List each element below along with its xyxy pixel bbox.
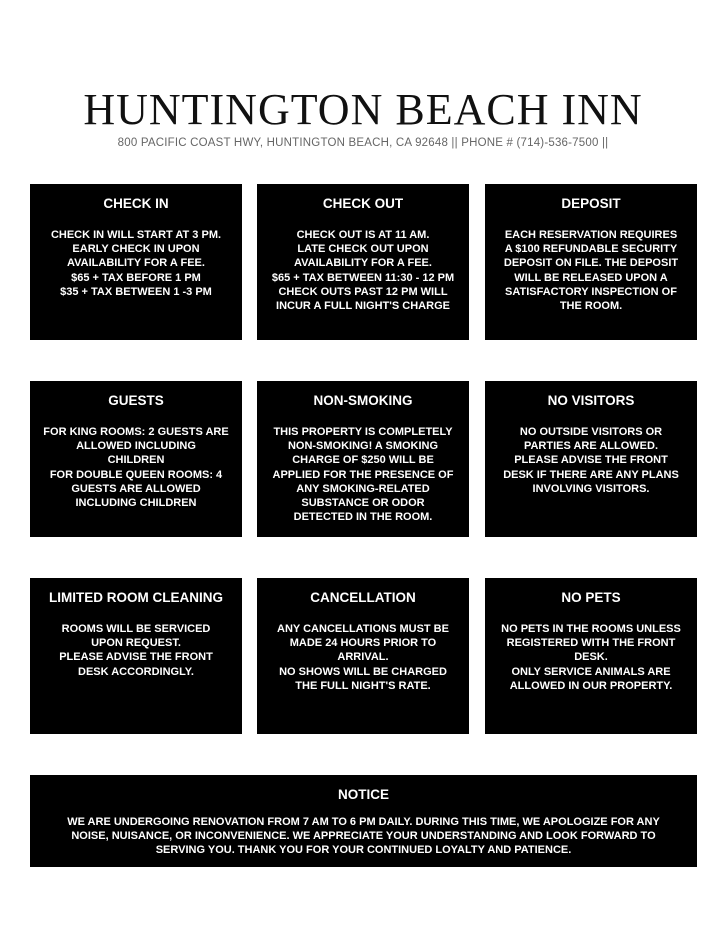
deposit-text: EACH RESERVATION REQUIRES A $100 REFUNDABLE SECURITY DEPOSIT ON FILE. THE DEPOSIT WILL BE RELEASED UPON A SATISFACTORY INSPECTION OF THE ROOM. (503, 229, 679, 313)
no-pets-heading: NO PETS (561, 590, 621, 605)
guests-card (30, 381, 242, 537)
check-in-text: CHECK IN WILL START AT 3 PM. EARLY CHECK IN UPON AVAILABILITY FOR A FEE. $65 + TAX BEFORE 1 PM $35 + TAX BETWEEN 1 -3 PM (50, 229, 222, 298)
guests-heading: GUESTS (108, 393, 164, 408)
limited-room-cleaning-card (30, 578, 242, 734)
no-pets-text: NO PETS IN THE ROOMS UNLESS REGISTERED WITH THE FRONT DESK. ONLY SERVICE ANIMALS ARE ALLOWED IN OUR PROPERTY. (501, 623, 681, 692)
no-visitors-text: NO OUTSIDE VISITORS OR PARTIES ARE ALLOWED. PLEASE ADVISE THE FRONT DESK IF THERE ARE ANY PLANS INVOLVING VISITORS. (503, 426, 679, 495)
check-out-card (257, 184, 469, 340)
no-visitors-heading: NO VISITORS (547, 393, 635, 408)
check-in-card (30, 184, 242, 340)
check-out-text: CHECK OUT IS AT 11 AM. LATE CHECK OUT UPON AVAILABILITY FOR A FEE. $65 + TAX BETWEEN 11:30 - 12 PM CHECK OUTS PAST 12 PM WILL INCUR A FULL NIGHT'S CHARGE (271, 229, 455, 313)
non-smoking-text: THIS PROPERTY IS COMPLETELY NON-SMOKING! A SMOKING CHARGE OF $250 WILL BE APPLIED FOR THE PRESENCE OF ANY SMOKING-RELATED SUBSTANCE OR ODOR DETECTED IN THE ROOM. (272, 426, 454, 524)
non-smoking-card (257, 381, 469, 537)
notice-text: WE ARE UNDERGOING RENOVATION FROM 7 AM TO 6 PM DAILY. DURING THIS TIME, WE APOLOGIZE FOR ANY NOISE, NUISANCE, OR INCONVENIENCE. WE APPRECIATE YOUR UNDERSTANDING AND LOOK FORWARD TO SERVING YOU. THANK YOU FOR YOUR CONTINUED LOYALTY AND PATIENCE. (67, 816, 660, 856)
guests-text: FOR KING ROOMS: 2 GUESTS ARE ALLOWED INCLUDING CHILDREN FOR DOUBLE QUEEN ROOMS: 4 GUESTS ARE ALLOWED INCLUDING CHILDREN (43, 426, 229, 510)
no-visitors-card (485, 381, 697, 537)
non-smoking-heading: NON-SMOKING (313, 393, 413, 408)
cancellation-heading: CANCELLATION (310, 590, 416, 605)
limited-room-cleaning-text: ROOMS WILL BE SERVICED UPON REQUEST. PLEASE ADVISE THE FRONT DESK ACCORDINGLY. (59, 623, 213, 678)
hotel-address-phone: 800 PACIFIC COAST HWY, HUNTINGTON BEACH, CA 92648 || PHONE # (714)-536-7500 || (117, 137, 609, 149)
no-pets-card (485, 578, 697, 734)
deposit-heading: DEPOSIT (561, 196, 621, 211)
notice-card (30, 775, 697, 867)
cancellation-card (257, 578, 469, 734)
cancellation-text: ANY CANCELLATIONS MUST BE MADE 24 HOURS PRIOR TO ARRIVAL. NO SHOWS WILL BE CHARGED THE FULL NIGHT'S RATE. (277, 623, 449, 692)
check-out-heading: CHECK OUT (322, 196, 404, 211)
notice-heading: NOTICE (337, 787, 389, 802)
check-in-heading: CHECK IN (103, 196, 169, 211)
hotel-title: HUNTINGTON BEACH INN (83, 85, 643, 134)
deposit-card (485, 184, 697, 340)
limited-room-cleaning-heading: LIMITED ROOM CLEANING (49, 590, 223, 605)
